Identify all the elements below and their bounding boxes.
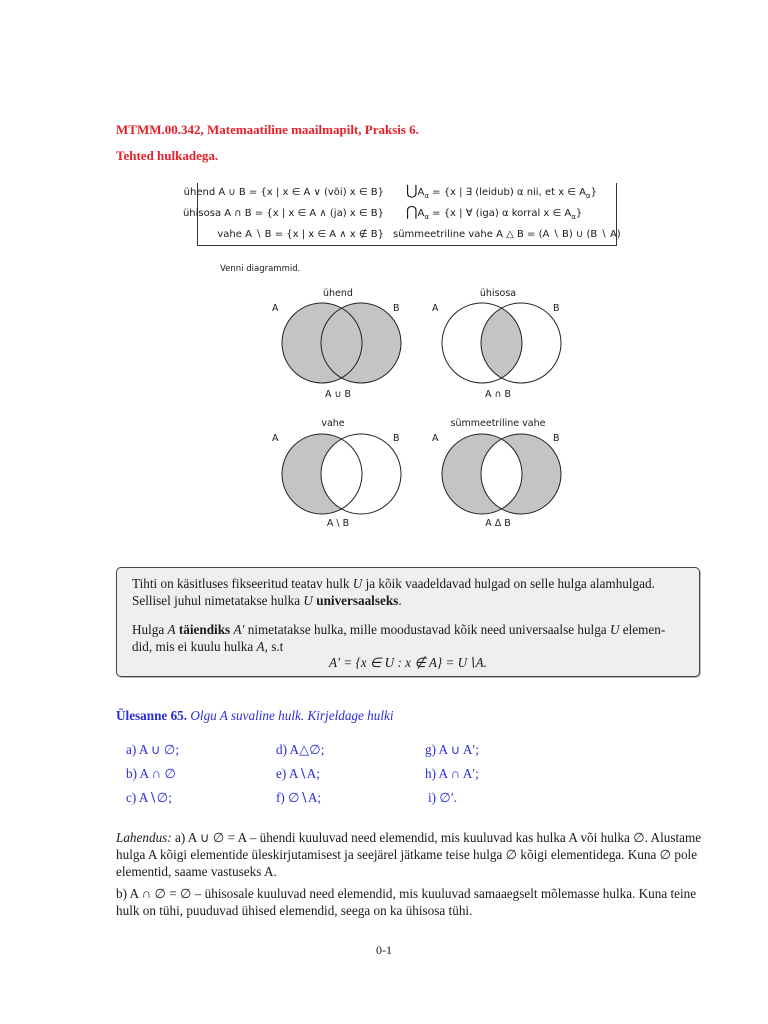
definition-box — [116, 567, 700, 677]
task-item: b) A ∩ ∅ — [126, 766, 176, 781]
task-item: a) A ∪ ∅; — [126, 742, 180, 757]
venn-set-a-label: A — [432, 433, 439, 444]
venn-title-difference: vahe — [321, 418, 345, 429]
venn-label-symmetric: A Δ B — [485, 518, 511, 529]
def-general-intersection: $⋂A_\alpha = \{x$ | ∀ (iga) α korral x ∈ $A_\alpha$} — [406, 204, 583, 221]
venn-label-intersection: A ∩ B — [484, 389, 512, 400]
task-item: h) A ∩ A′; — [425, 766, 479, 781]
def-intersection: ühisosa A ∩ B = {x | x ∈ A ∧ (ja) x ∈ B} — [182, 208, 384, 219]
task-item: i) ∅′. — [428, 790, 458, 805]
page-number: 0-1 — [376, 943, 392, 957]
section-title: Tehted hulkadega. — [116, 148, 219, 163]
task-heading: Ülesanne 65. Olgu A suvaline hulk. Kirjeldage hulki — [116, 708, 394, 723]
venn-label-union: A ∪ B — [324, 389, 352, 400]
venn-caption: Venni diagrammid. — [220, 264, 301, 274]
task-item: f) ∅∖A; — [276, 790, 322, 805]
task-item: c) A∖∅; — [126, 790, 172, 805]
venn-set-b-label: B — [393, 303, 400, 314]
venn-set-b-label: B — [553, 433, 560, 444]
def-union: ühend A ∪ B = {x | x ∈ A ∨ (või) x ∈ B} — [183, 187, 384, 198]
venn-symmetric-difference — [432, 418, 561, 529]
task-item: e) A∖A; — [276, 766, 320, 781]
venn-set-a-label: A — [272, 303, 279, 314]
def-difference: vahe A ∖ B = {x | x ∈ A ∧ x ∉ B} — [217, 229, 384, 240]
venn-set-a-label: A — [272, 433, 279, 444]
solution-a: Lahendus: a) A ∪ ∅ = A – ühendi kuuluvad need elemendid, mis kuuluvad kas hulka A või hulka ∅. Alustame hulga A kõigi elementide üleskirjutamisest ja seejärel jätkame teise hulga ∅ kõigi elementidega. Kuna ∅ pole elementid, saame vastuseks A. — [116, 830, 702, 879]
def-general-union: $⋃A_\alpha = \{x$ | ∃ (leidub) α nii, et x ∈ $A_\alpha$} — [406, 183, 598, 200]
venn-set-b-label: B — [553, 303, 560, 314]
venn-difference — [272, 418, 401, 529]
universal-set-paragraph: Tihti on käsitluses fikseeritud teatav hulk U ja kõik vaadeldavad hulgad on selle hulga alamhulgad. Sellisel juhul nimetatakse hulka U universaalseks. — [132, 576, 655, 608]
solution-b: b) A ∩ ∅ = ∅ – ühisosale kuuluvad need elemendid, mis kuuluvad samaaegselt mõlemasse hulka. Kuna teine hulk on tühi, puuduvad ühised elemendid, seega on ka ühisosa tühi. — [116, 886, 697, 918]
venn-title-symmetric: sümmeetriline vahe — [450, 418, 546, 429]
venn-title-union: ühend — [323, 288, 353, 299]
venn-title-intersection: ühisosa — [479, 288, 517, 299]
complement-formula: A′ = {x ∈ U : x ∉ A} = U∖A. — [329, 655, 487, 670]
venn-label-difference: A \ B — [326, 518, 350, 529]
venn-set-a-label: A — [432, 303, 439, 314]
venn-union — [272, 288, 401, 400]
task-item: g) A ∪ A′; — [425, 742, 479, 757]
venn-set-b-label: B — [393, 433, 400, 444]
complement-paragraph: Hulga A täiendiks A′ nimetatakse hulka, mille moodustavad kõik need universaalse hulga U elemen-did, mis ei kuulu hulka A, s.t — [132, 622, 666, 654]
venn-intersection — [432, 288, 561, 400]
page-title: MTMM.00.342, Matemaatiline maailmapilt, Praksis 6. — [116, 122, 419, 137]
def-symmetric-difference: sümmeetriline vahe A △ B = (A ∖ B) ∪ (B ∖ A) — [393, 229, 621, 240]
task-item: d) A△∅; — [276, 742, 325, 757]
